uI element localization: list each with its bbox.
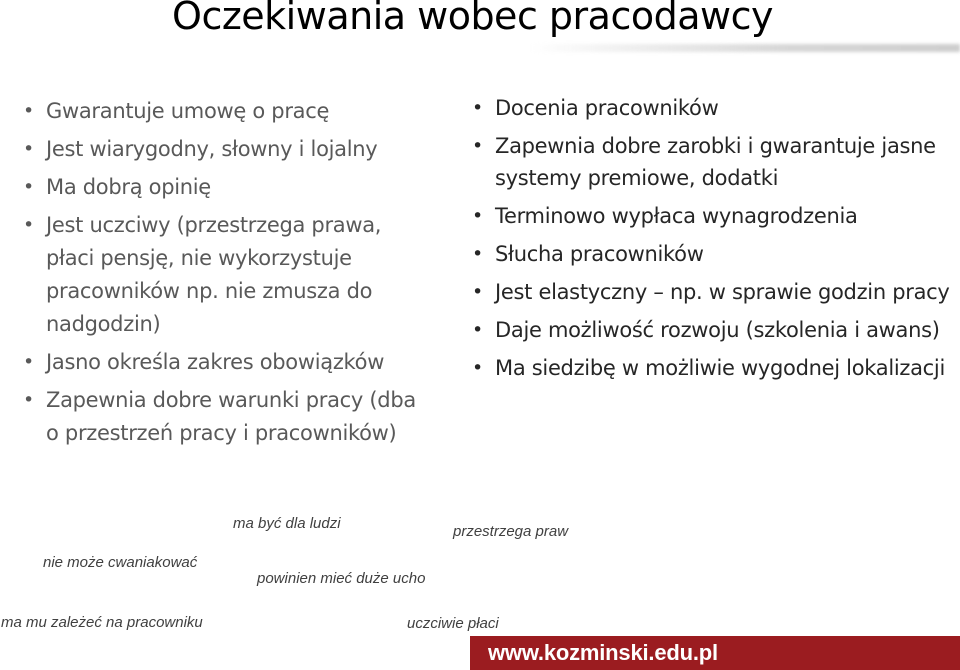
left-bullet-item: • Jest wiarygodny, słowny i lojalny <box>22 133 422 166</box>
right-bullet-item: • Terminowo wypłaca wynagrodzenia <box>471 200 951 232</box>
note-nie-moze-cwaniakowac: nie może cwaniakować <box>43 554 198 571</box>
left-bullet-list <box>22 95 422 455</box>
right-bullet-item: • Jest elastyczny – np. w sprawie godzin pracy <box>471 276 951 308</box>
note-ma-mu-zalezec: ma mu zależeć na pracowniku <box>1 614 203 631</box>
slide-title: Oczekiwania wobec pracodawcy <box>172 0 773 38</box>
right-bullet-list <box>471 92 951 390</box>
left-bullet-item: • Ma dobrą opinię <box>22 171 422 204</box>
note-ma-byc-dla-ludzi: ma być dla ludzi <box>233 515 341 532</box>
right-bullet-item: • Słucha pracowników <box>471 238 951 270</box>
right-bullet-item: • Ma siedzibę w możliwie wygodnej lokalizacji <box>471 352 951 384</box>
footer-banner <box>470 636 960 670</box>
note-przestrzega-praw: przestrzega praw <box>453 523 569 540</box>
left-bullet-item: • Jest uczciwy (przestrzega prawa, płaci pensję, nie wykorzystuje pracowników np. nie zmusza do nadgodzin) <box>22 209 422 341</box>
left-bullet-item: • Zapewnia dobre warunki pracy (dba o przestrzeń pracy i pracowników) <box>22 384 422 450</box>
right-bullet-item: • Daje możliwość rozwoju (szkolenia i awans) <box>471 314 951 346</box>
right-bullet-item: • Zapewnia dobre zarobki i gwarantuje jasne systemy premiowe, dodatki <box>471 130 951 194</box>
left-bullet-item: • Jasno określa zakres obowiązków <box>22 346 422 379</box>
left-bullet-item: • Gwarantuje umowę o pracę <box>22 95 422 128</box>
footer-url[interactable]: www.kozminski.edu.pl <box>488 640 718 665</box>
right-bullet-item: • Docenia pracowników <box>471 92 951 124</box>
note-powinien-miec-duze-ucho: powinien mieć duże ucho <box>257 570 426 587</box>
title-underline-shadow <box>530 44 960 52</box>
note-uczciwie-placi: uczciwie płaci <box>407 615 499 632</box>
